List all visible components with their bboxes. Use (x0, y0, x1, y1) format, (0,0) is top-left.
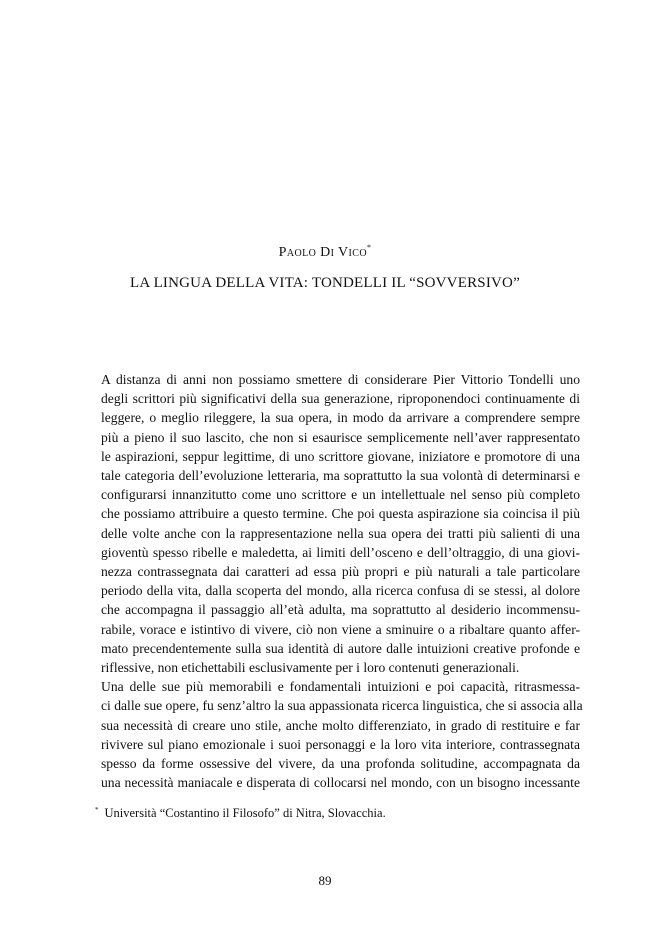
text-line: che possiamo attribuire a questo termine. Che poi questa aspirazione sia coincisa il più (101, 506, 580, 522)
page-number: 89 (318, 873, 332, 888)
text-line: A distanza di anni non possiamo smettere di considerare Pier Vittorio Tondelli uno (101, 372, 580, 387)
text-line: periodo della vita, dalla scoperta del mondo, alla ricerca confusa di se stessi, al dolore (101, 583, 580, 599)
text-line: rabile, vorace e istintivo di vivere, ciò non viene a sminuire o a ribaltare quanto affer- (101, 621, 580, 637)
author-name (0, 243, 650, 261)
text-line: Una delle sue più memorabili e fondamentali intuizioni e poi capacità, ritrasmessa- (101, 679, 580, 695)
text-line: rivivere sul piano emozionale i suoi personaggi e la loro vita interiore, contrassegnata (101, 736, 580, 752)
text-line: più a pieno il suo lascito, che non si esaurisce semplicemente nell’aver rappresentato (101, 429, 580, 445)
text-line: tale categoria dell’evoluzione letteraria, ma soprattutto la sua volontà di determinarsi e (101, 468, 580, 484)
text-line: le aspirazioni, seppur legittime, di uno scrittore giovane, iniziatore e promotore di una (101, 448, 580, 464)
text-line: delle volte anche con la rappresentazione nella sua opera dei tratti più salienti di una (101, 525, 580, 541)
footnote-mark: * (95, 806, 99, 814)
author-footnote-mark: * (366, 243, 372, 252)
author-name-text: Paolo Di Vico (278, 245, 367, 260)
paragraph-2 (75, 677, 583, 792)
text-line: riflessive, non etichettabili esclusivamente per i loro contenuti generazionali. (101, 660, 520, 676)
text-line: sua necessità di creare uno stile, anche molto differenziato, in grado di restituire e far (101, 717, 580, 733)
text-line: gioventù spesso ribelle e maledetta, ai limiti dell’osceno e dell’oltraggio, di una giovi- (101, 544, 580, 560)
article-body (75, 370, 583, 792)
text-line: ci dalle sue opere, fu senz’altro la sua appassionata ricerca linguistica, che si associa alla (101, 698, 583, 714)
paragraph-1 (75, 370, 580, 677)
text-line: nezza contrassegnata dai caratteri ad essa più propri e più naturali a tale particolare (101, 564, 580, 580)
footnote (95, 806, 386, 821)
text-line: una necessità maniacale e disperata di collocarsi nel mondo, con un bisogno incessante (101, 775, 580, 791)
text-line: configurarsi innanzitutto come uno scrittore e un intellettuale nel senso più completo (101, 487, 580, 503)
text-line: spesso da forme ossessive del vivere, da una profonda solitudine, accompagnata da (101, 756, 580, 772)
text-line: leggere, o meglio rileggere, la sua opera, in modo da arrivare a comprendere sempre (101, 410, 580, 426)
text-line: degli scrittori più significativi della sua generazione, riproponendoci continuamente di (101, 391, 580, 407)
footnote-text: Università “Costantino il Filosofo” di Nitra, Slovacchia. (104, 806, 386, 820)
text-line: mato precendentemente sulla sua identità di autore dalle intuizioni creative profonde e (101, 640, 580, 656)
text-line: che accompagna il passaggio all’età adulta, ma soprattutto al desiderio incommensu- (101, 602, 580, 618)
article-title: LA LINGUA DELLA VITA: TONDELLI IL “SOVVERSIVO” (130, 275, 520, 291)
